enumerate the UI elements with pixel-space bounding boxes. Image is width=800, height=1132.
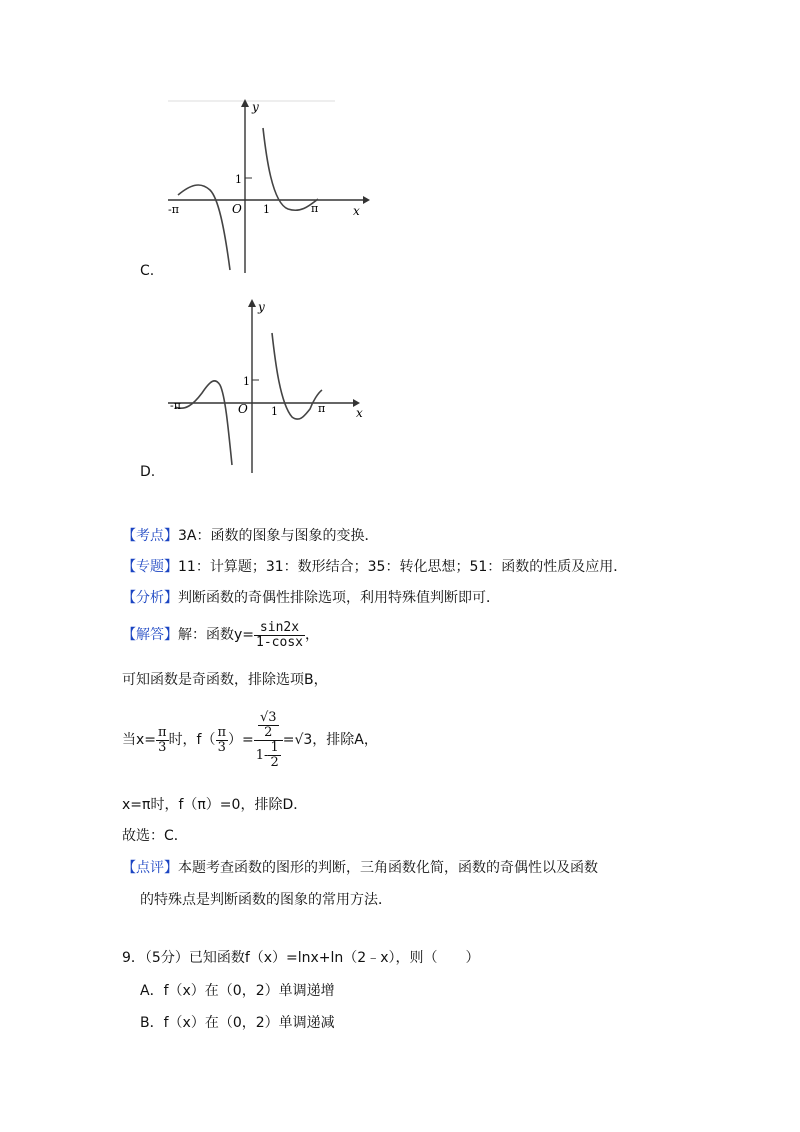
y-axis-arrow — [248, 299, 256, 307]
jieda-fraction — [254, 621, 305, 650]
pi3-dang: 当 — [122, 732, 136, 748]
pi3-frac-x — [156, 726, 169, 755]
pi3-line — [122, 700, 378, 780]
q9-stem: 9．（5分）已知函数f（x）=lnx+ln（2﹣x），则（ ） — [122, 950, 480, 966]
origin-label: O — [238, 402, 248, 416]
curve-left — [178, 185, 230, 270]
x-label: x — [356, 406, 363, 420]
pi3-two-a: 2 — [264, 724, 273, 740]
kaodian-text: 3A：函数的图象与图象的变换． — [178, 528, 379, 544]
curve-right — [272, 333, 322, 419]
pi3-frac-x-den: 3 — [158, 739, 167, 755]
pi3-one-minus: 1- — [255, 747, 269, 763]
curve-right — [263, 128, 318, 210]
jieda-tag: 【解答】 — [122, 627, 178, 643]
jieda-num: sin2x — [254, 621, 305, 636]
tick-neg-pi: -π — [170, 399, 181, 412]
dianping-line1 — [122, 858, 598, 878]
jieda-lead: 解：函数 — [178, 627, 234, 643]
option-d-label: D. — [140, 464, 156, 480]
tick-neg-pi: -π — [168, 203, 179, 216]
tick-y-1: 1 — [243, 375, 250, 388]
tick-pi: π — [311, 202, 319, 215]
curve-left — [175, 381, 232, 465]
fenxi-line — [122, 588, 500, 608]
fenxi-text: 判断函数的奇偶性排除选项，利用特殊值判断即可． — [178, 590, 500, 606]
origin-label: O — [232, 202, 242, 216]
pi3-frac-arg — [216, 726, 229, 755]
kaodian-tag: 【考点】 — [122, 528, 178, 544]
dianping-tag: 【点评】 — [122, 860, 178, 876]
jieda-y-eq: y= — [234, 627, 255, 643]
odd-line: 可知函数是奇函数，排除选项B， — [122, 672, 328, 688]
pi3-frac-x-num: π — [158, 724, 167, 740]
pi3-result: =√3，排除A， — [282, 732, 378, 748]
answer-line: 故选：C． — [122, 828, 188, 844]
pi3-close: ）= — [228, 732, 254, 748]
pi3-one: 1 — [270, 739, 279, 755]
graph-d — [160, 295, 375, 475]
pi3-inner-den — [268, 741, 280, 770]
jieda-den: 1-cosx — [256, 634, 303, 650]
zhuanti-tag: 【专题】 — [122, 559, 178, 575]
pi3-sqrt3: √3 — [259, 709, 277, 725]
tick-x-1: 1 — [263, 203, 270, 216]
tick-x-1: 1 — [271, 405, 278, 418]
tick-pi: π — [318, 402, 326, 415]
pi3-big-num — [254, 711, 283, 741]
y-label: y — [258, 300, 265, 314]
y-label: y — [252, 100, 259, 114]
jieda-tail: ， — [304, 627, 319, 643]
graph-c — [160, 95, 375, 275]
pi3-big-den — [254, 741, 283, 770]
pi3-frac-arg-num: π — [217, 724, 227, 740]
dianping-text1: 本题考查函数的图形的判断，三角函数化简，函数的奇偶性以及函数 — [178, 860, 598, 876]
q9-option-a: A．f（x）在（0，2）单调递增 — [140, 983, 335, 999]
dianping-line2: 的特殊点是判断函数的图象的常用方法． — [140, 892, 392, 908]
zhuanti-line — [122, 557, 627, 577]
pi-line: x=π时，f（π）=0，排除D． — [122, 797, 308, 813]
x-label: x — [353, 204, 360, 218]
jieda-line — [122, 620, 319, 650]
fenxi-tag: 【分析】 — [122, 590, 178, 606]
q9-option-b: B．f（x）在（0，2）单调递减 — [140, 1015, 335, 1031]
y-axis-arrow — [241, 99, 249, 107]
kaodian-line — [122, 526, 378, 546]
pi3-big-frac — [254, 711, 283, 770]
pi3-shi: 时，f（ — [168, 732, 216, 748]
tick-y-1: 1 — [235, 173, 242, 186]
pi3-two-b: 2 — [270, 754, 279, 770]
pi3-frac-arg-den: 3 — [217, 739, 226, 755]
option-c-label: C. — [140, 263, 155, 279]
x-axis-arrow — [363, 196, 370, 204]
pi3-x-eq: x= — [136, 732, 157, 748]
pi3-inner-num — [258, 711, 279, 740]
zhuanti-text: 11：计算题；31：数形结合；35：转化思想；51：函数的性质及应用． — [178, 559, 628, 575]
